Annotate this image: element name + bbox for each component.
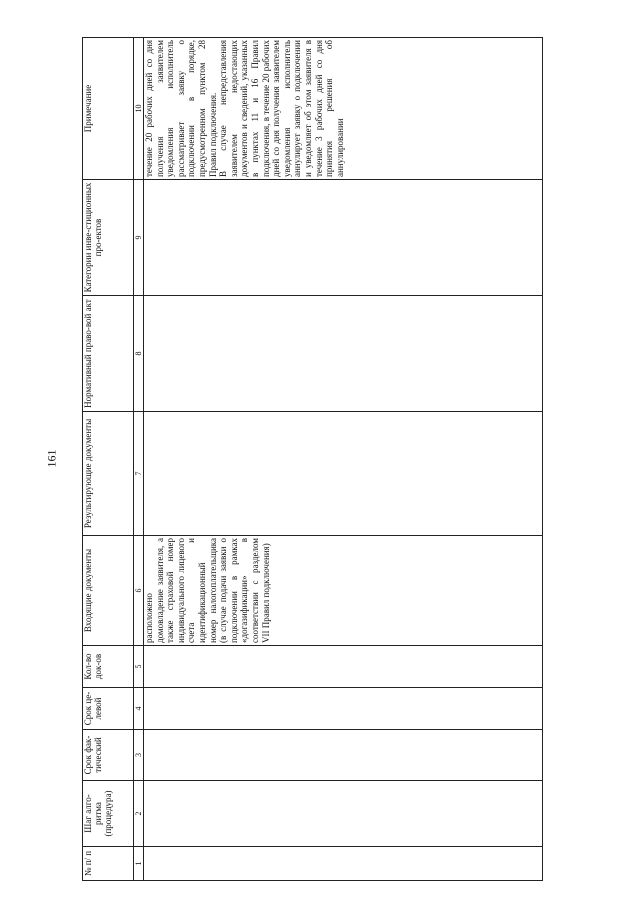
header-num: № п/ п (83, 847, 134, 881)
header-row (83, 38, 134, 881)
column-number: 7 (134, 412, 144, 536)
cell-step (144, 781, 543, 847)
column-number: 5 (134, 646, 144, 688)
note-paragraph: В случае непредставления заявителем недостающих документов и сведений, указанных в пунктах 11 и 16 Правил подключения, в течение 20 рабочих дней со дня получения заявителем уведомления исполнитель аннулирует заявку о подключении и уведомляет об этом заявителя в течение 3 рабочих дней со дня принятия решения об аннулировании (218, 40, 345, 177)
header-note: Примечание (83, 38, 134, 180)
column-number: 2 (134, 781, 144, 847)
cell-num (144, 847, 543, 881)
cell-categories (144, 180, 543, 296)
header-normative-act: Нормативный право-вой акт (83, 296, 134, 412)
header-target-term: Срок це-левой (83, 688, 134, 730)
column-number: 1 (134, 847, 144, 881)
table-row (144, 38, 543, 881)
header-categories: Категории инве-стиционных про-ектов (83, 180, 134, 296)
column-number: 6 (134, 536, 144, 646)
column-number: 4 (134, 688, 144, 730)
cell-target-term (144, 688, 543, 730)
header-step: Шаг алго-ритма (процедура) (83, 781, 134, 847)
cell-note (144, 38, 543, 180)
cell-normative-act (144, 296, 543, 412)
header-fact-term: Срок фак-тический (83, 730, 134, 781)
column-number: 3 (134, 730, 144, 781)
column-number: 8 (134, 296, 144, 412)
cell-fact-term (144, 730, 543, 781)
header-result-documents: Результирующие документы (83, 412, 134, 536)
procedure-table (82, 37, 543, 881)
header-doc-count: Кол-во док-ов (83, 646, 134, 688)
rotated-table-container (82, 38, 551, 881)
note-paragraph: течение 20 рабочих дней со дня получения заявителем уведомления исполнитель рассматривает заявку о подключении в порядке, предусмотренном пунктом 28 Правил подключения. (144, 40, 218, 177)
column-number: 9 (134, 180, 144, 296)
cell-result-documents (144, 412, 543, 536)
column-number: 10 (134, 38, 144, 180)
column-number-row (134, 38, 144, 881)
page-number: 161 (44, 449, 59, 468)
cell-doc-count (144, 646, 543, 688)
cell-incoming-documents: расположено домовладение заявителя, а также страховой номер индивидуального лицевого счета и идентификационный номер налогоплательщика (в случае подачи заявки о подключении в рамках «догазификации» в соответствии с разделом VII Правил подключения) (144, 536, 543, 646)
header-incoming-documents: Входящие документы (83, 536, 134, 646)
